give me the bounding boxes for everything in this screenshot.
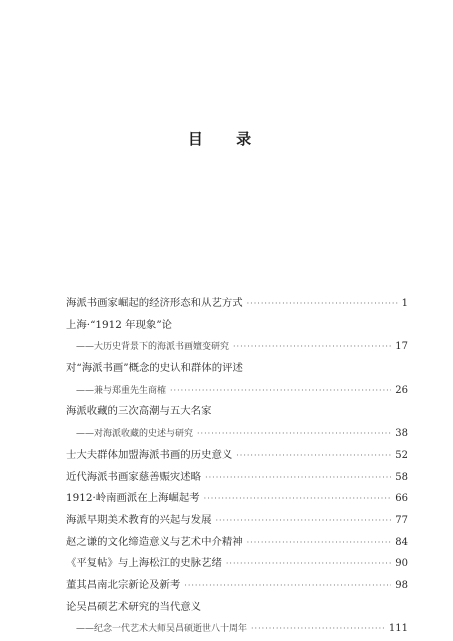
toc-entry-title: 士大夫群体加盟海派书画的历史意义 <box>66 448 233 461</box>
toc-entry-row <box>66 315 408 337</box>
toc-page-number: 52 <box>395 449 408 461</box>
toc-entry-title: 《平复帖》与上海松江的史脉艺绪 <box>66 557 222 570</box>
toc-entry-row <box>66 553 408 575</box>
toc-subtitle-row <box>66 380 408 402</box>
toc-entry-row <box>66 293 408 315</box>
toc-subtitle-row <box>66 336 408 358</box>
toc-subtitle: ——兼与郑重先生商榷 <box>76 385 167 396</box>
toc-entry-title: 对“海派书画”概念的史认和群体的评述 <box>66 362 243 375</box>
toc-entry-title: 1912·岭南画派在上海崛起考 <box>66 492 200 505</box>
toc-entry-title: 董其昌南北宗新论及新考 <box>66 578 181 591</box>
toc-entry-title: 论吴昌硕艺术研究的当代意义 <box>66 600 202 613</box>
dot-leader <box>247 293 398 315</box>
toc-page-number: 38 <box>395 428 408 440</box>
toc-entry-title: 赵之谦的文化缔造意义与艺术中介精神 <box>66 535 243 548</box>
toc-page-number: 26 <box>395 384 408 396</box>
toc-subtitle: ——大历史背景下的海派书画嬗变研究 <box>76 342 230 353</box>
toc-entry-row <box>66 401 408 423</box>
dot-leader <box>233 336 391 358</box>
dot-leader <box>251 618 385 640</box>
toc-entry-row <box>66 445 408 467</box>
toc-page-number: 111 <box>388 623 408 635</box>
dot-leader <box>204 488 392 510</box>
toc-page-number: 77 <box>395 514 408 526</box>
toc-entry-title: 海派书画家崛起的经济形态和从艺方式 <box>66 297 243 309</box>
toc-entry-title: 海派收藏的三次高潮与五大名家 <box>66 405 212 418</box>
toc-subtitle-row <box>66 423 408 445</box>
toc-page-number: 98 <box>395 579 408 591</box>
toc-subtitle: ——纪念一代艺术大师吴昌硕逝世八十周年 <box>76 624 248 635</box>
page-title: 目 录 <box>187 130 266 148</box>
toc-entry-title: 近代海派书画家慈善赈灾述略 <box>66 470 202 483</box>
dot-leader <box>184 575 391 597</box>
toc-entry-row <box>66 575 408 597</box>
dot-leader <box>236 445 391 467</box>
dot-leader <box>197 423 391 445</box>
toc-entry-title: 海派早期美术教育的兴起与发展 <box>66 513 212 526</box>
toc-entry-row <box>66 358 408 380</box>
dot-leader <box>247 532 392 554</box>
toc-subtitle-row <box>66 618 408 640</box>
toc-entry-row <box>66 532 408 554</box>
table-of-contents <box>66 293 408 640</box>
toc-page-number: 1 <box>401 298 408 309</box>
toc-page-number: 66 <box>395 493 408 505</box>
dot-leader <box>226 553 391 575</box>
toc-entry-title: 上海·“1912 年现象”论 <box>66 318 173 331</box>
toc-entry-row <box>66 597 408 619</box>
dot-leader <box>205 467 391 489</box>
toc-entry-row <box>66 467 408 489</box>
toc-page-number: 58 <box>395 471 408 483</box>
toc-page-number: 90 <box>395 558 408 570</box>
dot-leader <box>170 380 391 402</box>
toc-page-number: 84 <box>395 536 408 548</box>
toc-page-number: 17 <box>395 341 408 353</box>
toc-entry-row <box>66 488 408 510</box>
dot-leader <box>215 510 391 532</box>
toc-entry-row <box>66 510 408 532</box>
toc-subtitle: ——对海派收藏的史述与研究 <box>76 429 194 440</box>
